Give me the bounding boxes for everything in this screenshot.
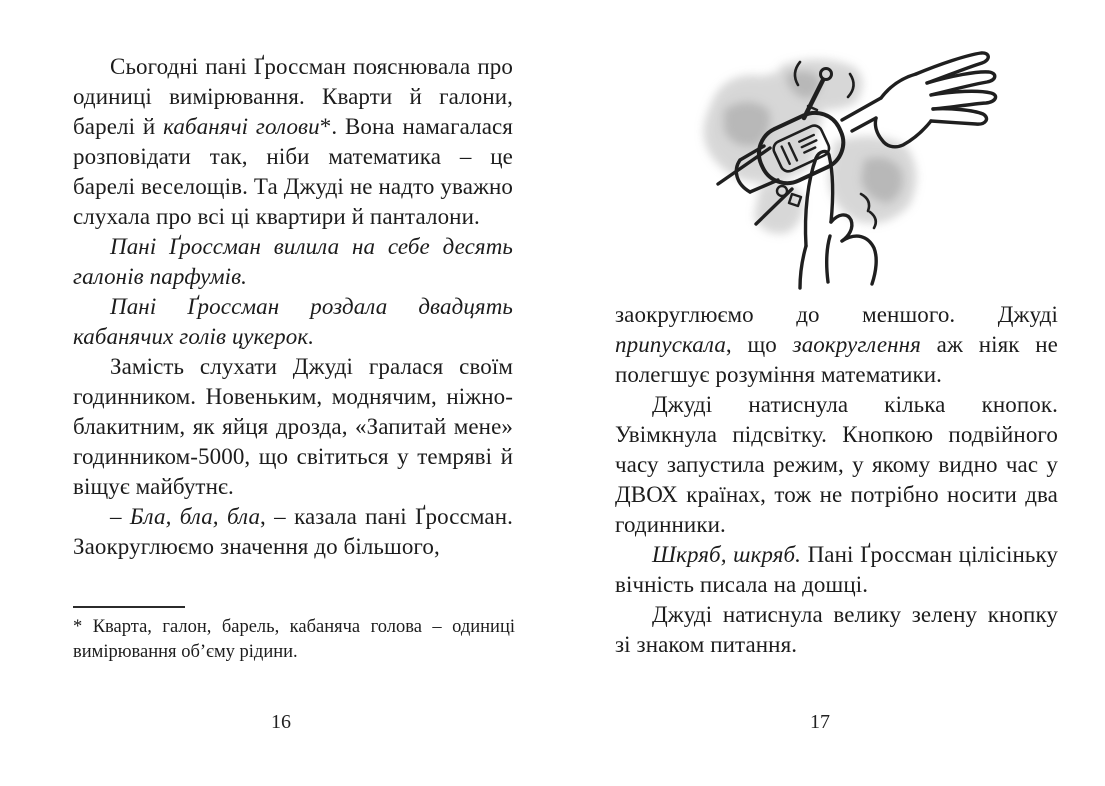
footnote-rule [73,606,185,608]
footnote-text: * Кварта, галон, барель, кабаняча голова – одиниці вимірювання об’єму рідини. [73,617,515,662]
watch-on-wrist-illustration [678,34,1012,294]
paragraph: Сьогодні пані Ґроссман пояснювала про одиниці вимірювання. Кварти й галони, барелі й кабанячі голови*. Вона намагалася розповідати так, ніби математика – це барелі веселощів. Та Джуді не надто уважно слухала про всі ці квартири й панталони. [73,54,513,229]
paragraph: Замість слухати Джуді гралася своїм годинником. Новеньким, моднячим, ніжно-блакитним, як яйця дрозда, «Запитай мене» годинником-5000, що світиться у темряві й віщує майбутнє. [73,354,513,499]
paragraph: Джуді натиснула велику зелену кнопку зі знаком питання. [615,602,1058,657]
watch-sketch-icon [678,34,1012,294]
footnote [73,606,515,664]
paragraph: Джуді натиснула кілька кнопок. Увімкнула підсвітку. Кнопкою подвійного часу запустила режим, у якому видно час у ДВОХ країнах, тож не потрібно носити два годинники. [615,392,1058,537]
paragraph: заокруглюємо до меншого. Джуді припускала, що заокруглення аж ніяк не полегшує розуміння математики. [615,302,1058,387]
right-page-text [615,300,1058,660]
page-number-left: 16 [271,711,291,733]
page-number-right: 17 [810,711,830,733]
paragraph: Пані Ґроссман роздала двадцять кабанячих голів цукерок. [73,294,513,349]
left-page-text [73,52,513,562]
hand-outline [852,53,996,147]
paragraph: – Бла, бла, бла, – казала пані Ґроссман. Заокруглюємо значення до більшого, [73,504,513,559]
paragraph: Шкряб, шкряб. Пані Ґроссман цілісіньку вічність писала на дошці. [615,542,1058,597]
paragraph: Пані Ґроссман вилила на себе десять галонів парфумів. [73,234,513,289]
